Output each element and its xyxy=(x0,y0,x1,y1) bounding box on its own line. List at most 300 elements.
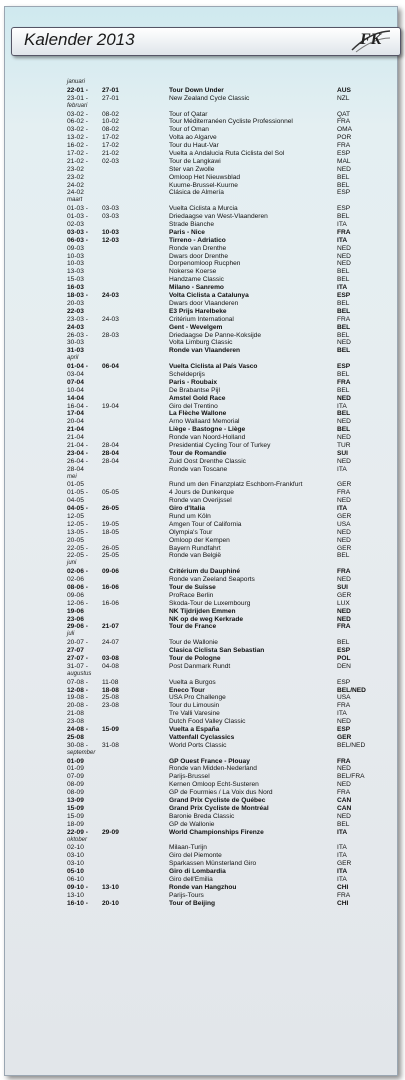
end-date: 10-02 xyxy=(102,118,119,126)
race-name: Vuelta Ciclista a Murcia xyxy=(169,205,238,213)
start-date: 12-08 - xyxy=(67,686,88,694)
start-date: 09-10 - xyxy=(67,883,88,891)
country-code: BEL xyxy=(337,820,350,828)
country-code: BEL xyxy=(337,347,351,355)
start-date: 23-02 xyxy=(67,173,84,181)
race-name: Tour of Qatar xyxy=(169,110,208,118)
race-name: Rund um Köln xyxy=(169,512,211,520)
country-code: FRA xyxy=(337,315,351,323)
country-code: NED xyxy=(337,252,351,260)
race-row xyxy=(67,852,367,860)
race-name: Liège - Bastogne - Liège xyxy=(169,426,246,434)
end-date: 10-03 xyxy=(102,228,119,236)
race-row xyxy=(67,371,367,379)
month-header: september xyxy=(67,749,96,756)
end-date: 28-03 xyxy=(102,331,119,339)
start-date: 13-02 - xyxy=(67,134,88,142)
race-row xyxy=(67,458,367,466)
country-code: USA xyxy=(337,694,351,702)
race-row xyxy=(67,829,367,837)
race-name: Tour de Wallonie xyxy=(169,639,218,647)
start-date: 02-06 xyxy=(67,576,84,584)
start-date: 03-10 xyxy=(67,860,84,868)
country-code: SUI xyxy=(337,584,348,591)
page-title: Kalender 2013 xyxy=(24,30,135,49)
start-date: 16-03 xyxy=(67,284,84,292)
start-date: 10-04 xyxy=(67,386,84,394)
start-date: 10-03 xyxy=(67,252,84,260)
race-name: Omloop der Kempen xyxy=(169,536,230,544)
start-date: 23-06 xyxy=(67,615,84,623)
race-row xyxy=(67,521,367,529)
country-code: FRA xyxy=(337,891,351,899)
race-name: Dwars door Drenthe xyxy=(169,252,229,260)
race-name: Driedaagse van West-Vlaanderen xyxy=(169,213,268,221)
country-code: BEL xyxy=(337,307,351,315)
country-code: ITA xyxy=(337,236,348,244)
country-code: DEN xyxy=(337,662,351,670)
country-code: BEL xyxy=(337,213,350,221)
country-code: BEL xyxy=(337,323,351,331)
start-date: 07-08 - xyxy=(67,678,88,686)
race-name: Tour de Romandie xyxy=(169,449,227,457)
race-name: GP de Fourmies / La Voix dus Nord xyxy=(169,789,273,797)
start-date: 03-03 - xyxy=(67,228,88,236)
race-name: Vattenfall Cyclassics xyxy=(169,733,235,741)
race-row xyxy=(67,174,367,182)
race-name: Giro d'Italia xyxy=(169,505,206,513)
country-code: NZL xyxy=(337,94,350,102)
race-row xyxy=(67,734,367,742)
race-name: Giro dell'Emilia xyxy=(169,875,213,883)
end-date: 12-03 xyxy=(102,236,119,244)
country-code: FRA xyxy=(337,623,351,631)
start-date: 20-08 - xyxy=(67,702,88,710)
end-date: 19-05 xyxy=(102,520,119,528)
race-name: Tour de Pologne xyxy=(169,655,221,663)
race-name: World Championships Firenze xyxy=(169,828,264,836)
race-row xyxy=(67,260,367,268)
start-date: 01-09 xyxy=(67,757,84,765)
country-code: GER xyxy=(337,591,352,599)
race-name: Tour of Oman xyxy=(169,126,209,134)
country-code: ITA xyxy=(337,221,347,229)
start-date: 20-05 xyxy=(67,536,84,544)
start-date: 13-09 xyxy=(67,797,84,805)
race-row xyxy=(67,623,367,631)
start-date: 12-06 - xyxy=(67,599,88,607)
race-row xyxy=(67,821,367,829)
race-name: Dwars door Vlaanderen xyxy=(169,299,239,307)
race-name: Ster van Zwolle xyxy=(169,165,215,173)
start-date: 01-09 xyxy=(67,765,84,773)
race-name: Milano - Sanremo xyxy=(169,284,224,292)
end-date: 24-03 xyxy=(102,315,119,323)
end-date: 26-05 xyxy=(102,505,119,513)
start-date: 21-04 xyxy=(67,426,84,434)
race-row xyxy=(67,245,367,253)
race-name: Kuurne-Brussel-Kuurne xyxy=(169,181,238,189)
race-row xyxy=(67,403,367,411)
start-date: 07-04 xyxy=(67,378,84,386)
race-row xyxy=(67,379,367,387)
race-name: Ronde van Zeeland Seaports xyxy=(169,576,255,584)
end-date: 03-08 xyxy=(102,655,119,663)
start-date: 02-06 - xyxy=(67,568,88,576)
end-date: 25-05 xyxy=(102,552,119,560)
race-row xyxy=(67,166,367,174)
country-code: NED xyxy=(337,528,351,536)
end-date: 08-02 xyxy=(102,110,119,118)
race-row xyxy=(67,450,367,458)
start-date: 22-03 xyxy=(67,307,84,315)
race-row xyxy=(67,860,367,868)
race-row xyxy=(67,150,367,158)
race-name: USA Pro Challenge xyxy=(169,694,226,702)
race-row xyxy=(67,765,367,773)
race-name: Omloop Het Nieuwsblad xyxy=(169,173,241,181)
month-header: oktober xyxy=(67,836,88,843)
race-row xyxy=(67,442,367,450)
race-name: Tour Down Under xyxy=(169,86,224,94)
start-date: 09-06 xyxy=(67,591,84,599)
end-date: 16-06 xyxy=(102,599,119,607)
country-code: OMA xyxy=(337,126,353,134)
start-date: 06-03 - xyxy=(67,236,88,244)
race-name: Ronde van België xyxy=(169,552,222,560)
country-code: GER xyxy=(337,481,352,489)
country-code: NED xyxy=(337,434,351,442)
country-code: ITA xyxy=(337,710,347,718)
race-name: Tour de Langkawi xyxy=(169,157,221,165)
start-date: 04-05 xyxy=(67,497,84,505)
race-name: Rund um den Finanzplatz Eschborn-Frankfurt xyxy=(169,481,303,489)
month-header: april xyxy=(67,355,79,362)
end-date: 24-07 xyxy=(102,639,119,647)
race-row xyxy=(67,600,367,608)
start-date: 31-03 xyxy=(67,347,84,355)
country-code: ITA xyxy=(337,875,347,883)
race-name: Gent - Wevelgem xyxy=(169,323,223,331)
month-header: maart xyxy=(67,197,83,204)
month-header: augustus xyxy=(67,670,92,677)
month-header: juli xyxy=(67,631,75,638)
country-code: BEL xyxy=(337,331,350,339)
country-code: NED xyxy=(337,576,351,584)
start-date: 21-04 - xyxy=(67,441,88,449)
country-code: ITA xyxy=(337,505,348,513)
logo xyxy=(350,28,392,54)
start-date: 01-05 - xyxy=(67,489,88,497)
race-name: Presidential Cycling Tour of Turkey xyxy=(169,441,271,449)
country-code: FRA xyxy=(337,118,351,126)
country-code: NED xyxy=(337,781,351,789)
country-code: FRA xyxy=(337,757,351,765)
end-date: 31-08 xyxy=(102,741,119,749)
race-name: Ronde van Hangzhou xyxy=(169,883,237,891)
race-row xyxy=(67,118,367,126)
calendar-panel xyxy=(4,6,398,1076)
start-date: 16-10 - xyxy=(67,899,88,907)
race-name: Tour du Haut-Var xyxy=(169,142,219,150)
start-date: 20-04 xyxy=(67,418,84,426)
country-code: BEL xyxy=(337,639,350,647)
start-date: 22-05 - xyxy=(67,544,88,552)
race-name: Paris - Nice xyxy=(169,228,205,236)
race-row xyxy=(67,884,367,892)
race-row xyxy=(67,892,367,900)
end-date: 03-03 xyxy=(102,205,119,213)
race-name: Giro di Lombardia xyxy=(169,868,226,876)
end-date: 28-04 xyxy=(102,449,119,457)
country-code: NED xyxy=(337,607,351,615)
race-row xyxy=(67,773,367,781)
race-name: Amstel Gold Race xyxy=(169,394,226,402)
race-row xyxy=(67,395,367,403)
end-date: 19-04 xyxy=(102,402,119,410)
end-date: 17-02 xyxy=(102,134,119,142)
start-date: 01-05 xyxy=(67,481,84,489)
race-row xyxy=(67,426,367,434)
race-name: Grand Prix Cycliste de Montréal xyxy=(169,804,269,812)
country-code: NED xyxy=(337,165,351,173)
race-name: World Ports Classic xyxy=(169,741,227,749)
race-name: NK op de weg Kerkrade xyxy=(169,615,244,623)
start-date: 04-05 - xyxy=(67,505,88,513)
country-code: BEL xyxy=(337,173,350,181)
country-code: FRA xyxy=(337,489,351,497)
country-code: ESP xyxy=(337,726,351,734)
end-date: 27-01 xyxy=(102,94,119,102)
race-name: Strade Bianche xyxy=(169,221,215,229)
end-date: 02-03 xyxy=(102,157,119,165)
start-date: 20-07 - xyxy=(67,639,88,647)
country-code: ESP xyxy=(337,205,351,213)
race-name: Amgen Tour of California xyxy=(169,520,242,528)
country-code: FRA xyxy=(337,568,351,576)
country-code: ESP xyxy=(337,292,351,300)
country-code: CAN xyxy=(337,797,352,805)
race-row xyxy=(67,387,367,395)
end-date: 18-05 xyxy=(102,528,119,536)
start-date: 01-04 - xyxy=(67,363,88,371)
start-date: 24-02 xyxy=(67,189,84,197)
race-name: Zuid Oost Drenthe Classic xyxy=(169,457,246,465)
country-code: NED xyxy=(337,339,351,347)
end-date: 18-08 xyxy=(102,686,119,694)
race-name: Clasica Ciclista San Sebastian xyxy=(169,647,265,655)
race-name: Dutch Food Valley Classic xyxy=(169,718,246,726)
end-date: 28-04 xyxy=(102,441,119,449)
race-row xyxy=(67,410,367,418)
end-date: 17-02 xyxy=(102,142,119,150)
race-name: GP de Wallonie xyxy=(169,820,215,828)
start-date: 27-07 - xyxy=(67,655,88,663)
start-date: 08-09 xyxy=(67,781,84,789)
race-name: Skoda-Tour de Luxembourg xyxy=(169,599,251,607)
race-row xyxy=(67,805,367,813)
race-name: 4 Jours de Dunkerque xyxy=(169,489,234,497)
race-row xyxy=(67,702,367,710)
country-code: ITA xyxy=(337,465,347,473)
start-date: 13-03 xyxy=(67,268,84,276)
start-date: 13-05 - xyxy=(67,528,88,536)
start-date: 15-09 xyxy=(67,804,84,812)
race-row xyxy=(67,189,367,197)
start-date: 25-08 xyxy=(67,733,84,741)
race-name: Volta Limburg Classic xyxy=(169,339,233,347)
country-code: BEL/NED xyxy=(337,686,366,694)
country-code: GER xyxy=(337,860,352,868)
country-code: ITA xyxy=(337,868,348,876)
race-row xyxy=(67,868,367,876)
race-row xyxy=(67,229,367,237)
race-row xyxy=(67,292,367,300)
start-date: 22-05 - xyxy=(67,552,88,560)
race-row xyxy=(67,876,367,884)
race-name: Ronde van Vlaanderen xyxy=(169,347,241,355)
race-name: Tour du Limousin xyxy=(169,702,220,710)
start-date: 15-09 xyxy=(67,812,84,820)
race-name: Volta ao Algarve xyxy=(169,134,217,142)
end-date: 03-03 xyxy=(102,213,119,221)
race-name: E3 Prijs Harelbeke xyxy=(169,307,227,315)
end-date: 29-09 xyxy=(102,828,119,836)
end-date: 26-05 xyxy=(102,544,119,552)
race-row xyxy=(67,434,367,442)
country-code: POL xyxy=(337,655,351,663)
country-code: TUR xyxy=(337,441,351,449)
race-name: NK Tijdrijden Emmen xyxy=(169,607,236,615)
country-code: BEL xyxy=(337,299,350,307)
race-row xyxy=(67,87,367,95)
country-code: BEL xyxy=(337,426,351,434)
start-date: 19-08 - xyxy=(67,694,88,702)
race-name: Baronie Breda Classic xyxy=(169,812,235,820)
race-row xyxy=(67,576,367,584)
race-name: New Zealand Cycle Classic xyxy=(169,94,250,102)
country-code: CHI xyxy=(337,899,349,907)
race-name: Volta Ciclista a Catalunya xyxy=(169,292,249,300)
country-code: ESP xyxy=(337,363,351,371)
start-date: 23-08 xyxy=(67,718,84,726)
end-date: 13-10 xyxy=(102,883,119,891)
end-date: 24-03 xyxy=(102,292,119,300)
race-row xyxy=(67,284,367,292)
race-name: Handzame Classic xyxy=(169,276,224,284)
race-row xyxy=(67,505,367,513)
start-date: 03-02 - xyxy=(67,126,88,134)
start-date: 23-02 xyxy=(67,165,84,173)
end-date: 16-06 xyxy=(102,584,119,591)
country-code: AUS xyxy=(337,86,351,94)
race-row xyxy=(67,726,367,734)
race-name: Driedaagse De Panne-Koksijde xyxy=(169,331,262,339)
race-name: Vuelta Ciclista al País Vasco xyxy=(169,363,258,371)
race-row xyxy=(67,363,367,371)
race-name: Bayern Rundfahrt xyxy=(169,544,221,552)
race-name: GP Ouest France - Plouay xyxy=(169,757,250,765)
start-date: 07-09 xyxy=(67,773,84,781)
race-row xyxy=(67,742,367,750)
start-date: 03-10 xyxy=(67,852,84,860)
race-row xyxy=(67,308,367,316)
start-date: 18-03 - xyxy=(67,292,88,300)
start-date: 27-07 xyxy=(67,647,84,655)
start-date: 30-08 - xyxy=(67,741,88,749)
start-date: 29-06 - xyxy=(67,623,88,631)
race-row xyxy=(67,324,367,332)
month-header: januari xyxy=(67,79,86,85)
race-row xyxy=(67,182,367,190)
country-code: NED xyxy=(337,765,351,773)
race-row xyxy=(67,552,367,560)
country-code: USA xyxy=(337,520,351,528)
race-name: De Brabantse Pijl xyxy=(169,386,220,394)
race-name: Ronde van Midden-Nederland xyxy=(169,765,257,773)
country-code: ITA xyxy=(337,284,348,292)
start-date: 16-04 - xyxy=(67,402,88,410)
end-date: 06-04 xyxy=(102,363,119,371)
country-code: BEL/FRA xyxy=(337,773,365,781)
country-code: NED xyxy=(337,718,351,726)
race-name: Ronde van Overijssel xyxy=(169,497,232,505)
race-row xyxy=(67,489,367,497)
start-date: 23-04 - xyxy=(67,449,88,457)
country-code: NED xyxy=(337,394,351,402)
race-row xyxy=(67,497,367,505)
race-name: Parijs-Tours xyxy=(169,891,204,899)
country-code: ESP xyxy=(337,150,351,158)
race-name: Tour Méditerranéen Cycliste Professionnel xyxy=(169,118,293,126)
race-row xyxy=(67,347,367,355)
race-name: La Flèche Wallone xyxy=(169,410,227,418)
race-row xyxy=(67,789,367,797)
start-date: 26-03 - xyxy=(67,331,88,339)
country-code: NED xyxy=(337,244,351,252)
race-row xyxy=(67,529,367,537)
start-date: 01-03 - xyxy=(67,205,88,213)
end-date: 27-01 xyxy=(102,86,119,94)
race-name: Eneco Tour xyxy=(169,686,205,694)
race-name: Ronde van Toscane xyxy=(169,465,228,473)
race-name: Giro del Piemonte xyxy=(169,852,222,860)
country-code: ITA xyxy=(337,402,347,410)
start-date: 03-02 - xyxy=(67,110,88,118)
country-code: BEL xyxy=(337,181,350,189)
race-name: Post Danmark Rundt xyxy=(169,662,231,670)
start-date: 02-10 xyxy=(67,844,84,852)
start-date: 22-01 - xyxy=(67,86,88,94)
race-name: Tour de Suisse xyxy=(169,584,216,591)
race-row xyxy=(67,694,367,702)
start-date: 22-09 - xyxy=(67,828,88,836)
race-row xyxy=(67,339,367,347)
start-date: 26-04 - xyxy=(67,457,88,465)
country-code: CHI xyxy=(337,883,349,891)
start-date: 14-04 xyxy=(67,394,84,402)
race-row xyxy=(67,332,367,340)
race-row xyxy=(67,647,367,655)
race-row xyxy=(67,710,367,718)
country-code: ITA xyxy=(337,828,348,836)
country-code: SUI xyxy=(337,449,348,457)
race-name: Dorpenomloop Rucphen xyxy=(169,260,241,268)
race-row xyxy=(67,142,367,150)
race-row xyxy=(67,639,367,647)
start-date: 23-01 - xyxy=(67,94,88,102)
race-name: Tirreno - Adriatico xyxy=(169,236,226,244)
